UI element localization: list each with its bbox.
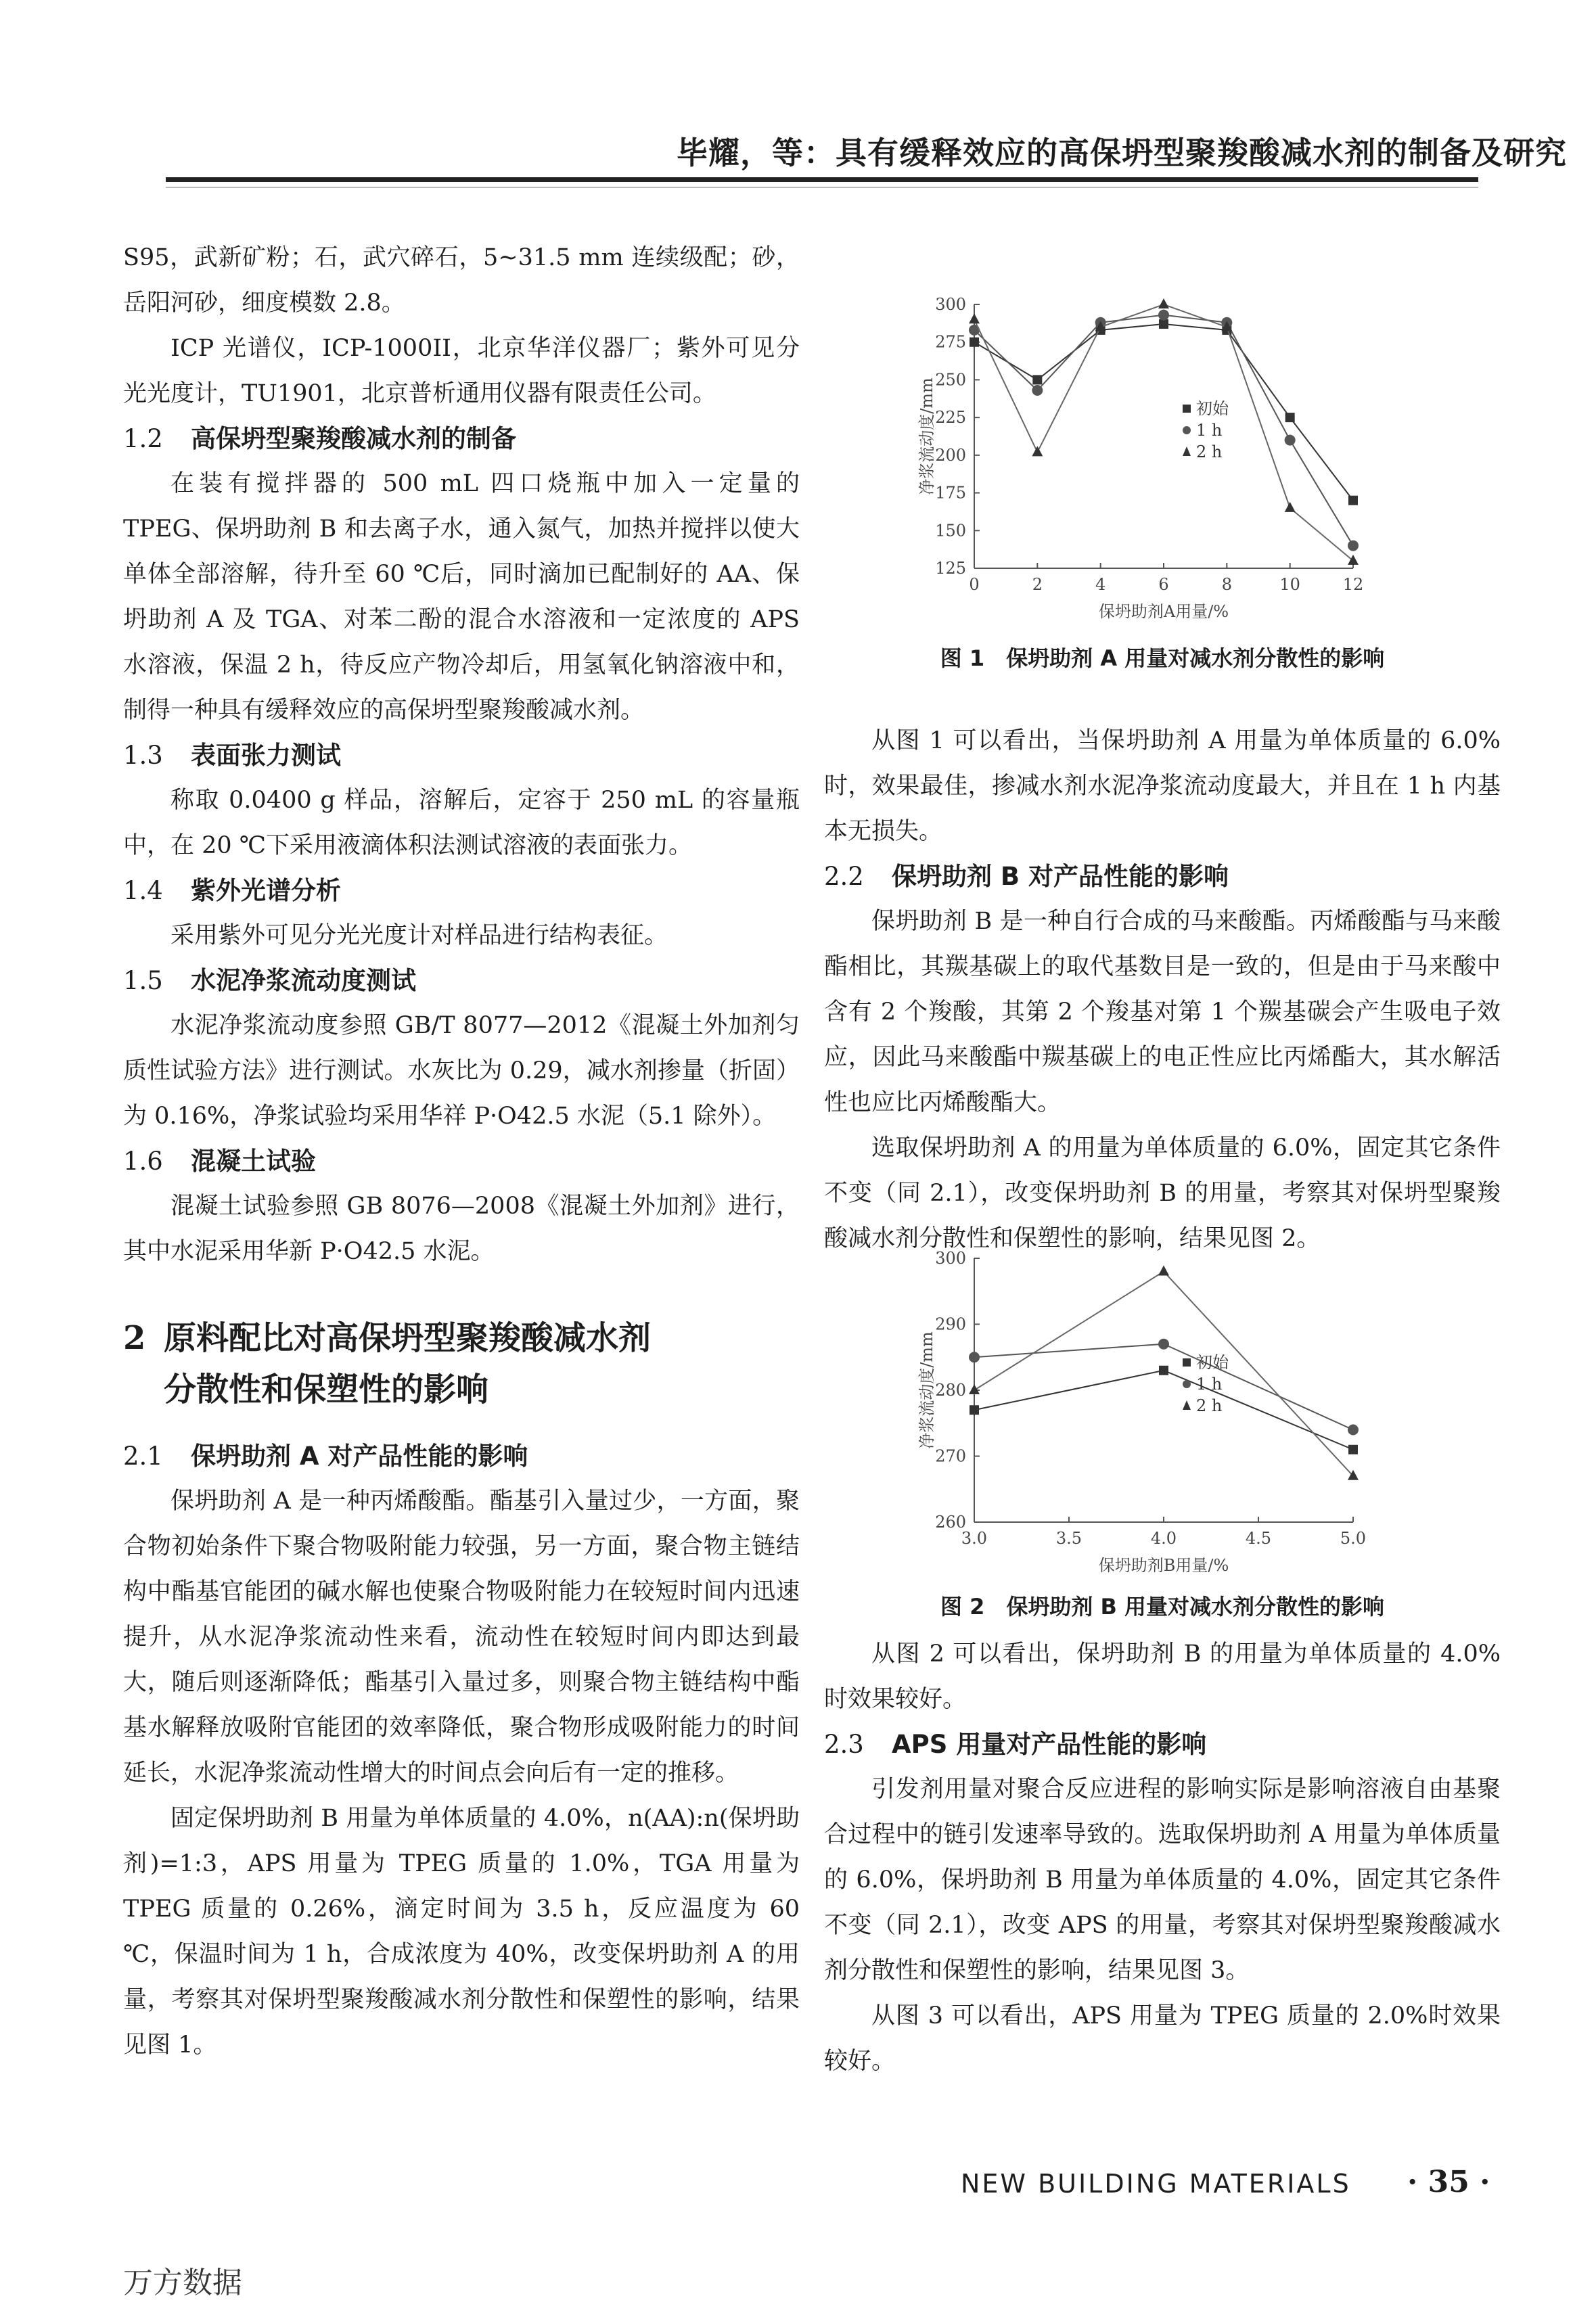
journal-name: NEW BUILDING MATERIALS: [961, 2169, 1351, 2199]
section-heading-1-4: [123, 869, 800, 913]
section-title: 高保坍型聚羧酸减水剂的制备: [191, 424, 516, 453]
data-point-circle: [1348, 1425, 1359, 1436]
legend-marker: [1183, 405, 1191, 413]
legend-marker: [1183, 1380, 1191, 1388]
series-line-2: [974, 304, 1353, 561]
data-point-square: [1159, 319, 1168, 329]
paragraph-additive-b: 保坍助剂 B 是一种自行合成的马来酸酯。丙烯酸酯与马来酸酯相比，其羰基碳上的取代基数目是一致的，但是由于马来酸中含有 2 个羧酸，其第 2 个羧基对第 1 个羰基碳会产生吸电子效应，因此马来酸酯中羰基碳上的电正性应比丙烯酯大，其水解活性也应比丙烯酸酯大。: [824, 908, 1501, 1116]
section-title: 表面张力测试: [191, 741, 341, 770]
data-point-triangle: [969, 313, 980, 323]
section-number: 1.2: [123, 424, 163, 453]
y-tick-label: 175: [935, 483, 966, 503]
section-number: 1.6: [123, 1147, 163, 1176]
x-tick-label: 6: [1158, 575, 1169, 594]
legend-marker: [1183, 446, 1191, 456]
figure-2-svg: [907, 1245, 1394, 1583]
section-number: 2.2: [824, 862, 864, 891]
paragraph-materials: S95，武新矿粉；石，武穴碎石，5~31.5 mm 连续级配；砂，岳阳河砂，细度模数 2.8。: [123, 244, 800, 317]
paragraph-concrete: 混凝土试验参照 GB 8076—2008《混凝土外加剂》进行，其中水泥采用华新 P·O42.5 水泥。: [123, 1193, 800, 1265]
legend-label: 1 h: [1196, 421, 1223, 440]
section-title: 水泥净浆流动度测试: [191, 966, 416, 995]
figure-1-svg: [907, 291, 1394, 629]
section-number: 2: [123, 1319, 146, 1357]
paragraph-uv: 采用紫外可见分光光度计对样品进行结构表征。: [170, 922, 668, 949]
data-point-circle: [1158, 1339, 1169, 1350]
y-tick-label: 275: [935, 332, 966, 352]
section-heading-1-3: [123, 733, 800, 778]
data-point-square: [970, 338, 979, 347]
x-tick-label: 10: [1279, 575, 1300, 594]
left-column: [123, 235, 800, 2068]
y-tick-label: 300: [935, 295, 966, 314]
right-column: [824, 718, 1501, 1262]
section-heading-2: [123, 1312, 800, 1415]
paragraph-surface-tension: 称取 0.0400 g 样品，溶解后，定容于 250 mL 的容量瓶中，在 20 ℃下采用液滴体积法测试溶液的表面张力。: [123, 787, 800, 859]
data-point-triangle: [1285, 502, 1296, 512]
data-point-square: [1285, 413, 1295, 422]
section-title: 紫外光谱分析: [191, 876, 341, 905]
paragraph-fig1-discussion: 从图 1 可以看出，当保坍助剂 A 用量为单体质量的 6.0% 时，效果最佳，掺减水剂水泥净浆流动度最大，并且在 1 h 内基本无损失。: [824, 727, 1501, 845]
data-point-circle: [1348, 541, 1359, 551]
legend-marker: [1183, 426, 1191, 434]
data-point-triangle: [1348, 555, 1359, 565]
section-heading-2-3: [824, 1722, 1501, 1767]
watermark-text: 万方数据: [123, 2266, 242, 2300]
legend-marker: [1183, 1400, 1191, 1410]
data-point-triangle: [1158, 1266, 1169, 1276]
paragraph-preparation: 在装有搅拌器的 500 mL 四口烧瓶中加入一定量的 TPEG、保坍助剂 B 和去离子水，通入氮气，加热并搅拌以使大单体全部溶解，待升至 60 ℃后，同时滴加已配制好的 AA、保坍助剂 A 及 TGA、对苯二酚的混合水溶液和一定浓度的 APS 水溶液，保温 2 h，待反应产物冷却后，用氢氧化钠溶液中和，制得一种具有缓释效应的高保坍型聚羧酸减水剂。: [123, 470, 800, 724]
data-point-circle: [1285, 435, 1296, 446]
header-rule: [166, 177, 1478, 182]
data-point-triangle: [969, 1384, 980, 1394]
figure-1-chart: [907, 291, 1394, 629]
paragraph-fig2-discussion: 从图 2 可以看出，保坍助剂 B 的用量为单体质量的 4.0% 时效果较好。: [824, 1641, 1501, 1713]
y-tick-label: 225: [935, 408, 966, 428]
series-line-1: [974, 1344, 1353, 1430]
paragraph-instruments: ICP 光谱仪，ICP-1000II，北京华洋仪器厂；紫外可见分光光度计，TU1901，北京普析通用仪器有限责任公司。: [123, 335, 800, 407]
data-point-circle: [969, 1352, 980, 1362]
section-number: 2.3: [824, 1730, 864, 1759]
y-tick-label: 290: [935, 1314, 966, 1334]
section-title: 保坍助剂 B 对产品性能的影响: [892, 862, 1229, 891]
paragraph-additive-b-conditions: 选取保坍助剂 A 的用量为单体质量的 6.0%，固定其它条件不变（同 2.1），改变保坍助剂 B 的用量，考察其对保坍型聚羧酸减水剂分散性和保塑性的影响，结果见图 2。: [824, 1134, 1501, 1252]
figure-2-chart: [907, 1245, 1394, 1583]
y-tick-label: 260: [935, 1513, 966, 1532]
y-axis-label: 净浆流动度/mm: [917, 1331, 936, 1449]
x-tick-label: 4.0: [1150, 1529, 1177, 1548]
x-tick-label: 12: [1342, 575, 1364, 594]
paragraph-additive-a-conditions: 固定保坍助剂 B 用量为单体质量的 4.0%，n(AA):n(保坍助剂)=1:3，APS 用量为 TPEG 质量的 1.0%，TGA 用量为 TPEG 质量的 0.26%，滴定时间为 3.5 h，反应温度为 60 ℃，保温时间为 1 h，合成浓度为 40%，改变保坍助剂 A 的用量，考察其对保坍型聚羧酸减水剂分散性和保塑性的影响，结果见图 1。: [123, 1805, 800, 2059]
legend-label: 2 h: [1196, 1396, 1223, 1415]
paragraph-aps-conclusion: 从图 3 可以看出，APS 用量为 TPEG 质量的 2.0%时效果较好。: [824, 2002, 1501, 2075]
legend-label: 1 h: [1196, 1375, 1223, 1394]
y-tick-label: 250: [935, 370, 966, 390]
legend-label: 初始: [1196, 399, 1229, 418]
data-point-square: [970, 1405, 979, 1415]
x-tick-label: 4.5: [1245, 1529, 1272, 1548]
paragraph-additive-a: 保坍助剂 A 是一种丙烯酸酯。酯基引入量过少，一方面，聚合物初始条件下聚合物吸附能力较强，另一方面，聚合物主链结构中酯基官能团的碱水解也使聚合物吸附能力在较短时间内迅速提升，从水泥净浆流动性来看，流动性在较短时间内即达到最大，随后则逐渐降低；酯基引入量过多，则聚合物主链结构中酯基水解释放吸附官能团的效率降低，聚合物形成吸附能力的时间延长，水泥净浆流动性增大的时间点会向后有一定的推移。: [123, 1488, 800, 1787]
y-tick-label: 270: [935, 1446, 966, 1466]
data-point-circle: [1158, 310, 1169, 321]
y-tick-label: 280: [935, 1381, 966, 1400]
section-title: 保坍助剂 A 对产品性能的影响: [191, 1442, 528, 1471]
header-rule-thin: [166, 187, 1478, 188]
x-tick-label: 3.5: [1055, 1529, 1082, 1548]
y-tick-label: 125: [935, 559, 966, 578]
data-point-triangle: [1032, 446, 1043, 456]
section-heading-2-2: [824, 854, 1501, 899]
legend-marker: [1183, 1358, 1191, 1367]
section-title: APS 用量对产品性能的影响: [892, 1730, 1207, 1759]
data-point-circle: [1032, 385, 1043, 396]
series-line-0: [974, 1371, 1353, 1450]
data-point-square: [1032, 375, 1042, 384]
paragraph-aps: 引发剂用量对聚合反应进程的影响实际是影响溶液自由基聚合过程中的链引发速率导致的。选取保坍助剂 A 用量为单体质量的 6.0%，保坍助剂 B 用量为单体质量的 4.0%，固定其它条件不变（同 2.1），改变 APS 的用量，考察其对保坍型聚羧酸减水剂分散性和保塑性的影响，结果见图 3。: [824, 1776, 1501, 1984]
section-heading-1-6: [123, 1139, 800, 1184]
y-axis-label: 净浆流动度/mm: [917, 377, 936, 495]
series-line-1: [974, 315, 1353, 546]
x-tick-label: 8: [1221, 575, 1232, 594]
running-title: 毕耀，等：具有缓释效应的高保坍型聚羧酸减水剂的制备及研究: [677, 135, 1567, 171]
y-tick-label: 150: [935, 521, 966, 541]
x-axis-label: 保坍助剂B用量/%: [1098, 1556, 1229, 1575]
data-point-square: [1159, 1366, 1168, 1375]
paragraph-fluidity: 水泥净浆流动度参照 GB/T 8077—2012《混凝土外加剂匀质性试验方法》进行测试。水灰比为 0.29，减水剂掺量（折固）为 0.16%，净浆试验均采用华祥 P·O42.5 水泥（5.1 除外）。: [123, 1012, 800, 1130]
section-number: 1.5: [123, 966, 163, 995]
series-line-0: [974, 324, 1353, 501]
data-point-triangle: [1158, 298, 1169, 308]
x-tick-label: 4: [1095, 575, 1106, 594]
section-heading-2-1: [123, 1434, 800, 1479]
figure-2-caption: 图 2 保坍助剂 B 用量对减水剂分散性的影响: [940, 1594, 1385, 1620]
data-point-square: [1348, 496, 1358, 505]
legend-label: 2 h: [1196, 442, 1223, 461]
figure-1-caption: 图 1 保坍助剂 A 用量对减水剂分散性的影响: [940, 645, 1385, 671]
y-tick-label: 200: [935, 445, 966, 465]
x-tick-label: 0: [969, 575, 980, 594]
y-tick-label: 300: [935, 1249, 966, 1268]
section-title: 混凝土试验: [191, 1147, 316, 1176]
right-column-lower: [824, 1632, 1501, 2084]
section-heading-1-5: [123, 959, 800, 1003]
section-number: 1.3: [123, 741, 163, 770]
x-tick-label: 5.0: [1340, 1529, 1367, 1548]
section-title-line1: 原料配比对高保坍型聚羧酸减水剂: [164, 1319, 652, 1357]
data-point-square: [1348, 1445, 1358, 1454]
section-heading-1-2: [123, 417, 800, 461]
x-tick-label: 2: [1032, 575, 1043, 594]
section-number: 1.4: [123, 876, 163, 905]
section-title-line2: 分散性和保塑性的影响: [164, 1371, 489, 1408]
x-tick-label: 3.0: [961, 1529, 988, 1548]
page-number: · 35 ·: [1407, 2165, 1490, 2199]
x-axis-label: 保坍助剂A用量/%: [1098, 602, 1229, 621]
legend-label: 初始: [1196, 1353, 1229, 1372]
section-number: 2.1: [123, 1442, 163, 1471]
